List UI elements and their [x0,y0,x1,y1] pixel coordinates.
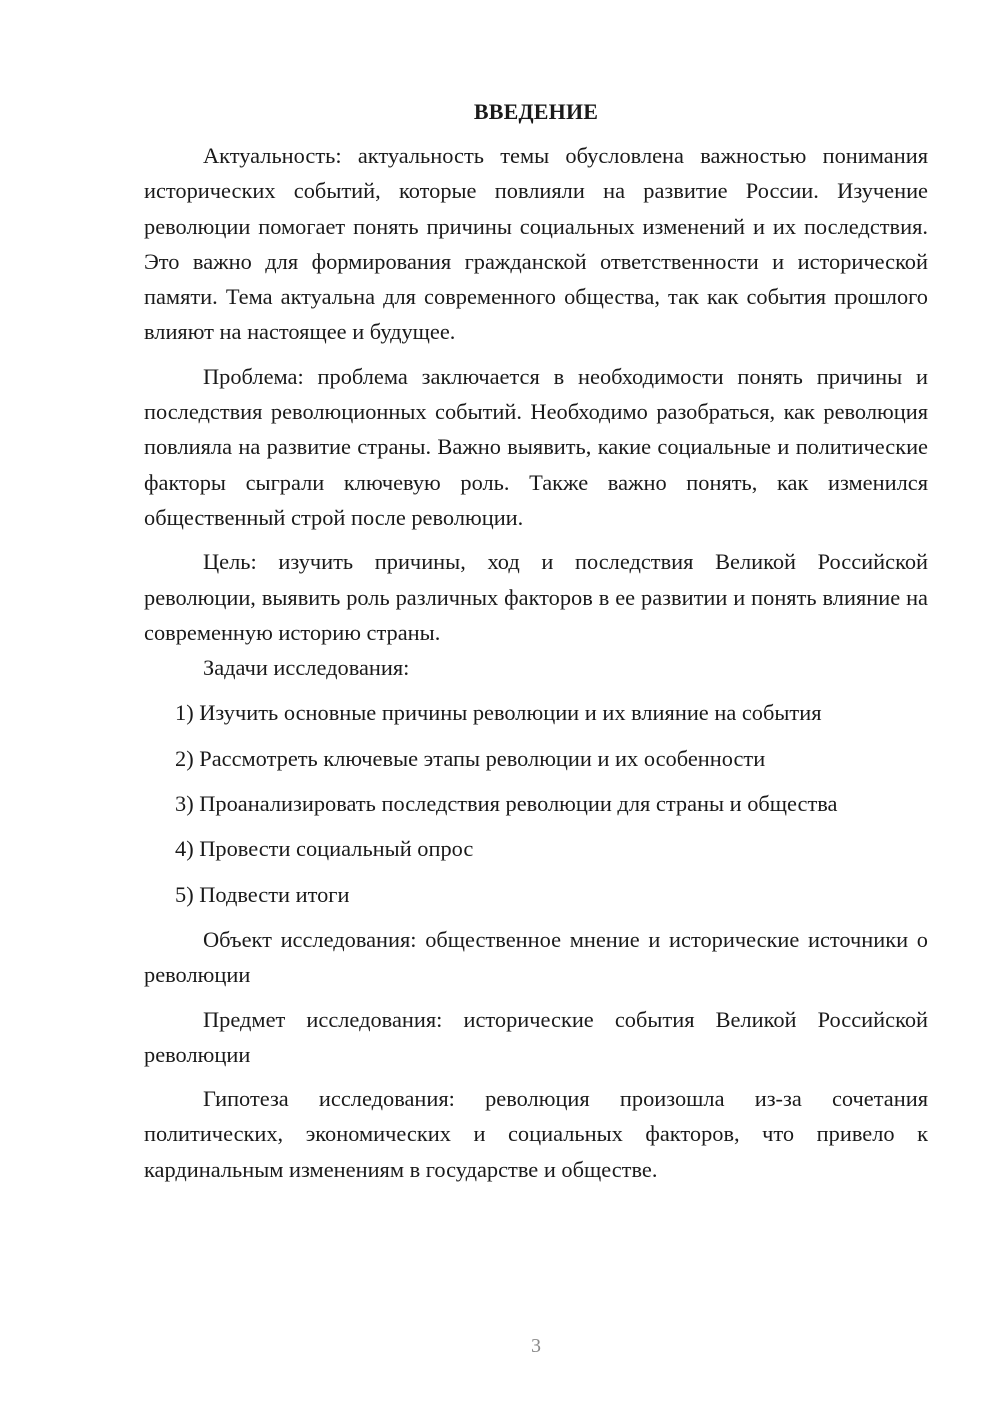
problem-paragraph: Проблема: проблема заключается в необходимости понять причины и последствия революционных событий. Необходимо разобраться, как революция повлияла на развитие страны. Важно выявить, какие социальные и политические факторы сыграли ключевую роль. Также важно понять, как изменился общественный строй после революции. [144,363,928,530]
hypothesis-paragraph: Гипотеза исследования: революция произошла из-за сочетания политических, экономических и социальных факторов, что привело к кардинальным изменениям в государстве и обществе. [144,1086,928,1182]
list-item: 5) Подвести итоги [175,881,350,907]
list-item: 3) Проанализировать последствия революции для страны и общества [175,791,838,817]
page-number: 3 [531,1335,541,1357]
list-item: 1) Изучить основные причины революции и их влияние на события [175,700,822,726]
tasks-heading: Задачи исследования: [203,655,410,681]
object-paragraph: Объект исследования: общественное мнение и исторические источники о революции [144,926,928,988]
list-item: 2) Рассмотреть ключевые этапы революции и их особенности [175,745,766,771]
page-content [144,94,928,1187]
page-title: ВВЕДЕНИЕ [473,99,599,124]
list-item: 4) Провести социальный опрос [175,836,474,862]
goal-paragraph: Цель: изучить причины, ход и последствия Великой Российской революции, выявить роль различных факторов в ее развитии и понять влияние на современную историю страны. [144,549,928,645]
relevance-paragraph: Актуальность: актуальность темы обусловлена важностью понимания исторических событий, которые повлияли на развитие России. Изучение революции помогает понять причины социальных изменений и их последствия. Это важно для формирования гражданской ответственности и исторической памяти. Тема актуальна для современного общества, так как события прошлого влияют на настоящее и будущее. [144,143,928,345]
subject-paragraph: Предмет исследования: исторические события Великой Российской революции [144,1006,928,1067]
tasks-list [144,695,928,911]
